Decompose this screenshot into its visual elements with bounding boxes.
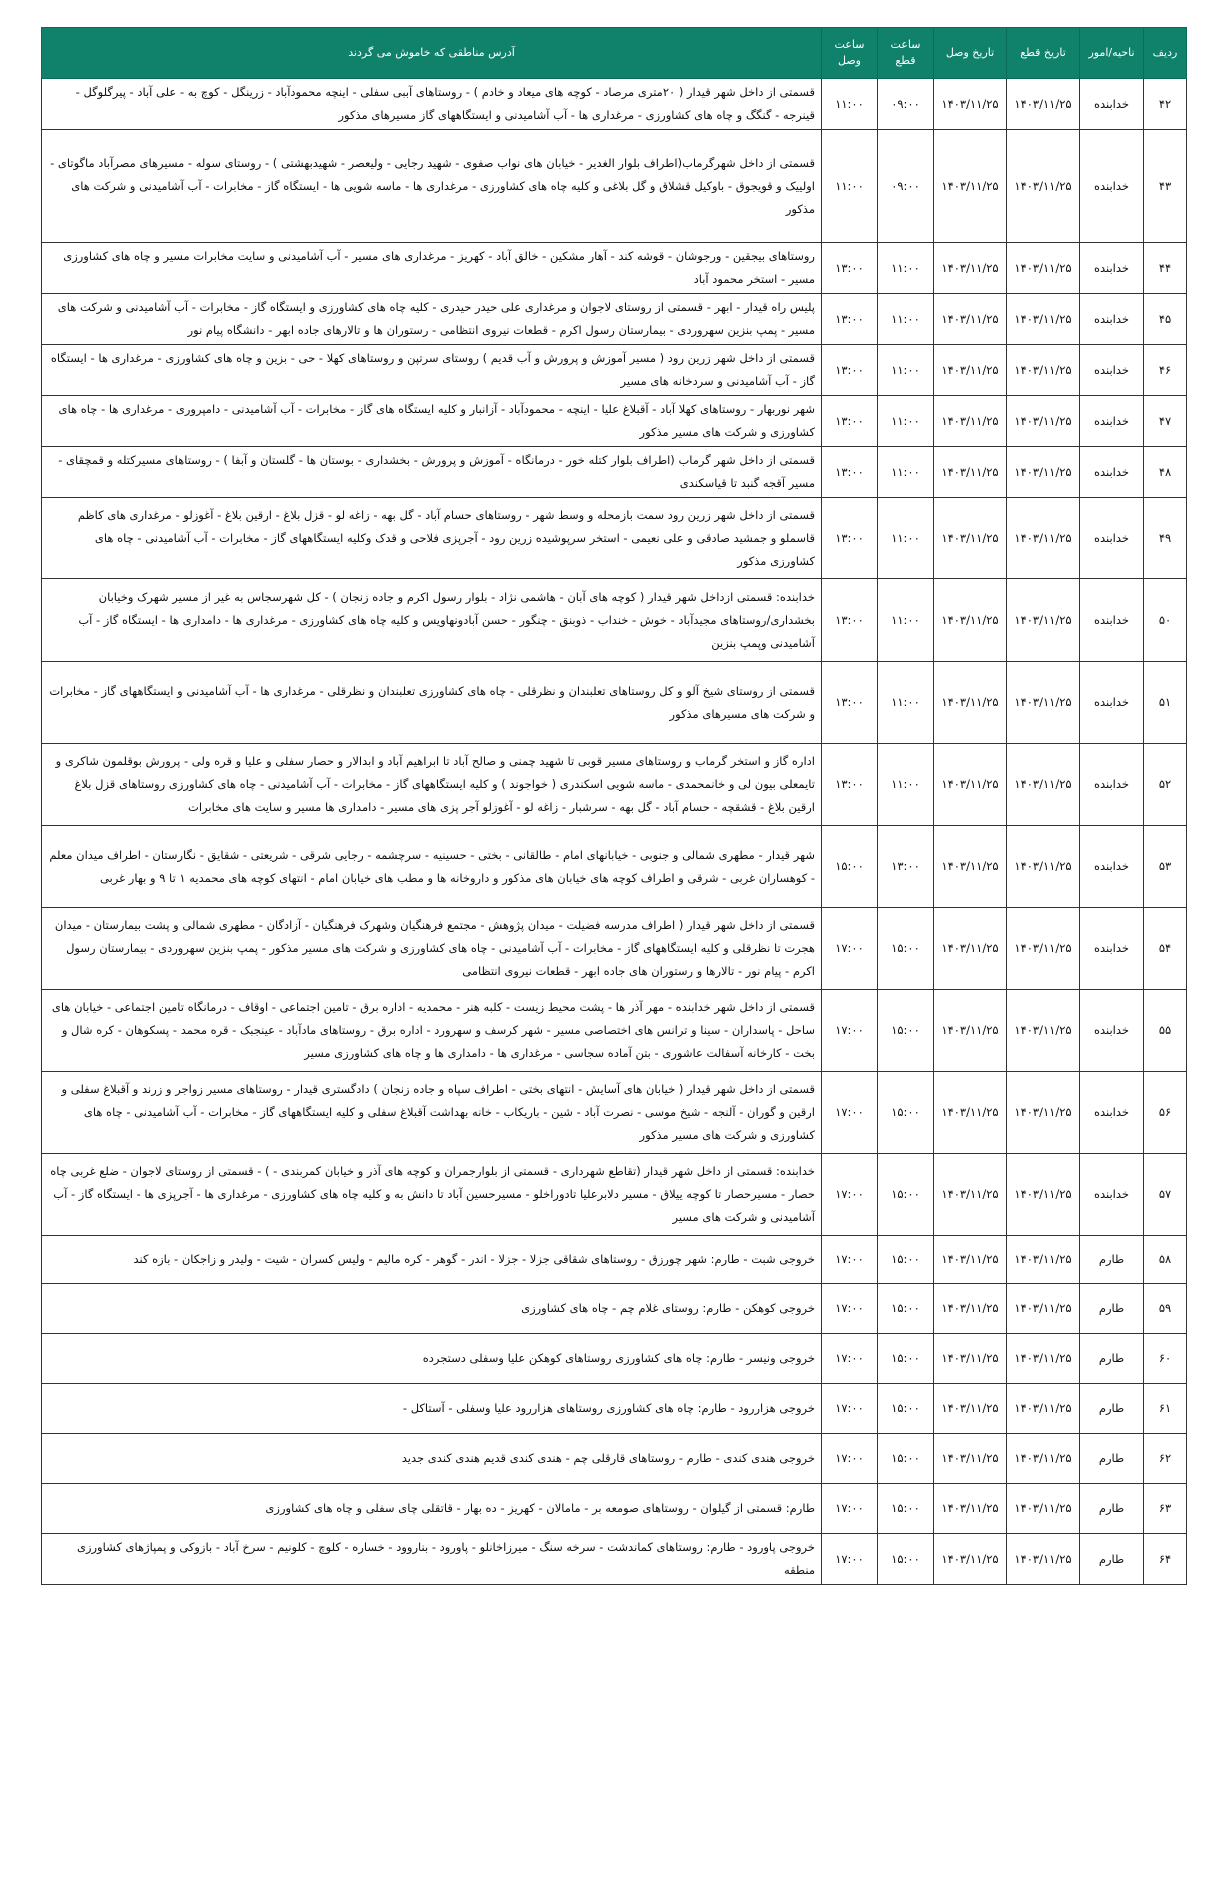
date-connect-cell: ۱۴۰۳/۱۱/۲۵ [934, 1072, 1007, 1154]
area-cell: خدابنده [1080, 396, 1144, 447]
time-connect-cell: ۱۵:۰۰ [822, 826, 878, 908]
row-number-cell: ۶۲ [1144, 1434, 1187, 1484]
table-row [42, 243, 1187, 294]
header-row-number: ردیف [1144, 28, 1187, 79]
date-cut-cell: ۱۴۰۳/۱۱/۲۵ [1007, 498, 1080, 579]
time-cut-cell: ۱۳:۰۰ [878, 826, 934, 908]
area-cell: خدابنده [1080, 345, 1144, 396]
area-cell: خدابنده [1080, 662, 1144, 744]
time-cut-cell: ۱۵:۰۰ [878, 1072, 934, 1154]
time-connect-cell: ۱۳:۰۰ [822, 243, 878, 294]
area-cell: خدابنده [1080, 130, 1144, 243]
date-cut-cell: ۱۴۰۳/۱۱/۲۵ [1007, 1236, 1080, 1284]
time-connect-cell: ۱۷:۰۰ [822, 1534, 878, 1585]
date-connect-cell: ۱۴۰۳/۱۱/۲۵ [934, 130, 1007, 243]
date-connect-cell: ۱۴۰۳/۱۱/۲۵ [934, 579, 1007, 662]
date-cut-cell: ۱۴۰۳/۱۱/۲۵ [1007, 79, 1080, 130]
row-number-cell: ۴۸ [1144, 447, 1187, 498]
date-cut-cell: ۱۴۰۳/۱۱/۲۵ [1007, 579, 1080, 662]
date-cut-cell: ۱۴۰۳/۱۱/۲۵ [1007, 990, 1080, 1072]
table-row [42, 345, 1187, 396]
time-connect-cell: ۱۳:۰۰ [822, 396, 878, 447]
time-cut-cell: ۰۹:۰۰ [878, 130, 934, 243]
time-cut-cell: ۱۵:۰۰ [878, 908, 934, 990]
address-cell: شهر نوربهار - روستاهای کهلا آباد - آقبلاغ علیا - اینچه - محمودآباد - آزانبار و کلیه ایستگاه های گاز - مخابرات - آب آشامیدنی - دامپروری - مرغداری ها - چاه های کشاورزی و شرکت های مسیر مذکور [42, 396, 822, 447]
table-row [42, 1434, 1187, 1484]
date-connect-cell: ۱۴۰۳/۱۱/۲۵ [934, 1384, 1007, 1434]
area-cell: خدابنده [1080, 243, 1144, 294]
date-cut-cell: ۱۴۰۳/۱۱/۲۵ [1007, 826, 1080, 908]
row-number-cell: ۵۶ [1144, 1072, 1187, 1154]
time-connect-cell: ۱۳:۰۰ [822, 662, 878, 744]
row-number-cell: ۵۷ [1144, 1154, 1187, 1236]
area-cell: خدابنده [1080, 79, 1144, 130]
date-cut-cell: ۱۴۰۳/۱۱/۲۵ [1007, 1334, 1080, 1384]
table-row [42, 294, 1187, 345]
area-cell: خدابنده [1080, 1072, 1144, 1154]
time-connect-cell: ۱۷:۰۰ [822, 1072, 878, 1154]
table-row [42, 826, 1187, 908]
date-cut-cell: ۱۴۰۳/۱۱/۲۵ [1007, 447, 1080, 498]
row-number-cell: ۴۴ [1144, 243, 1187, 294]
area-cell: خدابنده [1080, 1154, 1144, 1236]
row-number-cell: ۶۴ [1144, 1534, 1187, 1585]
date-cut-cell: ۱۴۰۳/۱۱/۲۵ [1007, 1072, 1080, 1154]
date-cut-cell: ۱۴۰۳/۱۱/۲۵ [1007, 243, 1080, 294]
time-cut-cell: ۱۵:۰۰ [878, 1434, 934, 1484]
time-cut-cell: ۱۱:۰۰ [878, 396, 934, 447]
date-cut-cell: ۱۴۰۳/۱۱/۲۵ [1007, 1484, 1080, 1534]
time-cut-cell: ۱۱:۰۰ [878, 447, 934, 498]
date-connect-cell: ۱۴۰۳/۱۱/۲۵ [934, 1534, 1007, 1585]
date-connect-cell: ۱۴۰۳/۱۱/۲۵ [934, 1284, 1007, 1334]
area-cell: خدابنده [1080, 498, 1144, 579]
date-connect-cell: ۱۴۰۳/۱۱/۲۵ [934, 345, 1007, 396]
table-row [42, 990, 1187, 1072]
time-connect-cell: ۱۷:۰۰ [822, 908, 878, 990]
row-number-cell: ۵۲ [1144, 744, 1187, 826]
address-cell: خدابنده: قسمتی ازداخل شهر قیدار ( کوچه های آبان - هاشمی نژاد - بلوار رسول اکرم و جاده زنجان ) - کل شهرسجاس به غیر از مسیر شهرک وخیابان بخشداری/روستاهای مجیدآباد - خوش - خنداب - ذوبنق - چنگور - حسن آبادونهاویس و کلیه چاه های کشاورزی - مرغداری ها - دامداری ها - ایستگاه گاز - آب آشامیدنی وپمپ بنزین [42, 579, 822, 662]
row-number-cell: ۴۵ [1144, 294, 1187, 345]
time-cut-cell: ۱۱:۰۰ [878, 579, 934, 662]
date-cut-cell: ۱۴۰۳/۱۱/۲۵ [1007, 294, 1080, 345]
area-cell: طارم [1080, 1384, 1144, 1434]
address-cell: قسمتی از داخل شهر خدابنده - مهر آذر ها - پشت محیط زیست - کلبه هنر - محمدیه - اداره برق - تامین اجتماعی - اوقاف - درمانگاه تامین اجتماعی - خیابان های ساحل - پاسداران - سینا و ترانس های اختصاصی مسیر - شهر کرسف و سهرورد - اداره برق - روستاهای مادآباد - عینجبک - قره محمد - پسکوهان - کره شال و بخت - کارخانه آسفالت عاشوری - بتن آماده سجاسی - مرغداری ها - دامداری ها و چاه های کشاورزی مسیر [42, 990, 822, 1072]
date-cut-cell: ۱۴۰۳/۱۱/۲۵ [1007, 1284, 1080, 1334]
area-cell: خدابنده [1080, 744, 1144, 826]
header-area: ناحیه/امور [1080, 28, 1144, 79]
time-cut-cell: ۱۱:۰۰ [878, 345, 934, 396]
date-connect-cell: ۱۴۰۳/۱۱/۲۵ [934, 1154, 1007, 1236]
date-cut-cell: ۱۴۰۳/۱۱/۲۵ [1007, 130, 1080, 243]
header-date-cut: تاریخ قطع [1007, 28, 1080, 79]
outage-schedule-table [41, 27, 1187, 1585]
address-cell: قسمتی از روستای شیخ آلو و کل روستاهای تعلبندان و نظرقلی - چاه های کشاورزی تعلبندان و نظرقلی - مرغداری ها - آب آشامیدنی و ایستگاههای گاز - مخابرات و شرکت های مسیرهای مذکور [42, 662, 822, 744]
area-cell: خدابنده [1080, 908, 1144, 990]
address-cell: طارم: قسمتی از گیلوان - روستاهای صومعه بر - مامالان - کهریز - ده بهار - قاتقلی چای سفلی و چاه های کشاورزی [42, 1484, 822, 1534]
time-connect-cell: ۱۷:۰۰ [822, 1236, 878, 1284]
time-cut-cell: ۱۵:۰۰ [878, 1484, 934, 1534]
time-connect-cell: ۱۷:۰۰ [822, 1484, 878, 1534]
date-cut-cell: ۱۴۰۳/۱۱/۲۵ [1007, 1154, 1080, 1236]
row-number-cell: ۶۰ [1144, 1334, 1187, 1384]
area-cell: طارم [1080, 1284, 1144, 1334]
table-row [42, 662, 1187, 744]
header-time-cut: ساعت قطع [878, 28, 934, 79]
address-cell: خروجی ونیسر - طارم: چاه های کشاورزی روستاهای کوهکن علیا وسفلی دستجرده [42, 1334, 822, 1384]
table-row [42, 447, 1187, 498]
address-cell: روستاهای بیجقین - ورجوشان - قوشه کند - آهار مشکین - خالق آباد - کهریز - مرغداری های مسیر - آب آشامیدنی و سایت مخابرات مسیر و چاه های کشاورزی مسیر - استخر محمود آباد [42, 243, 822, 294]
address-cell: قسمتی از داخل شهر گرماب (اطراف بلوار کتله خور - درمانگاه - آموزش و پرورش - بخشداری - بوستان ها - گلستان و آبفا ) - روستاهای مسیرکتله و قمچقای - مسیر آقجه گنبد تا قیاسکندی [42, 447, 822, 498]
row-number-cell: ۴۶ [1144, 345, 1187, 396]
address-cell: خروجی هندی کندی - طارم - روستاهای قارقلی چم - هندی کندی قدیم هندی کندی جدید [42, 1434, 822, 1484]
row-number-cell: ۴۲ [1144, 79, 1187, 130]
table-row [42, 498, 1187, 579]
row-number-cell: ۴۹ [1144, 498, 1187, 579]
date-connect-cell: ۱۴۰۳/۱۱/۲۵ [934, 1334, 1007, 1384]
time-connect-cell: ۱۱:۰۰ [822, 79, 878, 130]
row-number-cell: ۵۱ [1144, 662, 1187, 744]
time-connect-cell: ۱۷:۰۰ [822, 1284, 878, 1334]
address-cell: خروجی کوهکن - طارم: روستای غلام چم - چاه های کشاورزی [42, 1284, 822, 1334]
date-connect-cell: ۱۴۰۳/۱۱/۲۵ [934, 908, 1007, 990]
header-address: آدرس مناطقی که خاموش می گردند [42, 28, 822, 79]
row-number-cell: ۵۸ [1144, 1236, 1187, 1284]
time-connect-cell: ۱۷:۰۰ [822, 990, 878, 1072]
date-cut-cell: ۱۴۰۳/۱۱/۲۵ [1007, 1434, 1080, 1484]
time-connect-cell: ۱۷:۰۰ [822, 1434, 878, 1484]
address-cell: خدابنده: قسمتی از داخل شهر قیدار (تقاطع شهرداری - قسمتی از بلوارجمران و کوچه های آذر و خیابان کمربندی - ) - قسمتی از روستای لاجوان - ضلع غربی چاه حصار - مسیرحصار تا کوچه ییلاق - مسیر دلابرعلیا تادوراخلو - مسیرحسین آباد تا دانش به و کلیه چاه های کشاورزی - مرغداری ها - آجرپزی ها - ایستگاه گاز - آب آشامیدنی و شرکت های مسیر [42, 1154, 822, 1236]
date-connect-cell: ۱۴۰۳/۱۱/۲۵ [934, 826, 1007, 908]
table-row [42, 396, 1187, 447]
date-connect-cell: ۱۴۰۳/۱۱/۲۵ [934, 662, 1007, 744]
date-cut-cell: ۱۴۰۳/۱۱/۲۵ [1007, 1534, 1080, 1585]
address-cell: قسمتی از داخل شهر زرین رود سمت بازمحله و وسط شهر - روستاهای حسام آباد - گل بهه - زاغه لو - قزل بلاغ - ارقین بلاغ - آغوزلو - مرغداری های کاظم قاسملو و جمشید صادقی و علی نعیمی - استخر سرپوشیده زرین رود - آجرپزی فلاحی و قدک وکلیه ایستگاههای گاز - مخابرات - آب آشامیدنی - چاه های کشاورزی مذکور [42, 498, 822, 579]
time-connect-cell: ۱۳:۰۰ [822, 744, 878, 826]
area-cell: طارم [1080, 1534, 1144, 1585]
area-cell: طارم [1080, 1484, 1144, 1534]
date-cut-cell: ۱۴۰۳/۱۱/۲۵ [1007, 1384, 1080, 1434]
time-cut-cell: ۱۵:۰۰ [878, 990, 934, 1072]
time-connect-cell: ۱۷:۰۰ [822, 1384, 878, 1434]
row-number-cell: ۴۳ [1144, 130, 1187, 243]
time-cut-cell: ۱۱:۰۰ [878, 243, 934, 294]
table-row [42, 130, 1187, 243]
date-cut-cell: ۱۴۰۳/۱۱/۲۵ [1007, 662, 1080, 744]
table-row [42, 579, 1187, 662]
area-cell: طارم [1080, 1434, 1144, 1484]
date-cut-cell: ۱۴۰۳/۱۱/۲۵ [1007, 345, 1080, 396]
header-date-connect: تاریخ وصل [934, 28, 1007, 79]
time-cut-cell: ۱۵:۰۰ [878, 1534, 934, 1585]
date-connect-cell: ۱۴۰۳/۱۱/۲۵ [934, 243, 1007, 294]
date-cut-cell: ۱۴۰۳/۱۱/۲۵ [1007, 744, 1080, 826]
row-number-cell: ۵۰ [1144, 579, 1187, 662]
area-cell: خدابنده [1080, 579, 1144, 662]
table-row [42, 1334, 1187, 1384]
address-cell: قسمتی از داخل شهر قیدار ( اطراف مدرسه فضیلت - میدان پژوهش - مجتمع فرهنگیان وشهرک فرهنگیان - آزادگان - مطهری شمالی و پشت بیمارستان - میدان هجرت تا نظرقلی و کلیه ایستگاههای گاز - مخابرات - آب آشامیدنی - چاه های کشاورزی و شرکت های مسیر مذکور - پمپ بنزین سهروردی - بیمارستان رسول اکرم - پیام نور - تالارها و رستوران های جاده ابهر - قطعات نیروی انتظامی [42, 908, 822, 990]
date-connect-cell: ۱۴۰۳/۱۱/۲۵ [934, 447, 1007, 498]
address-cell: قسمتی از داخل شهر زرین رود ( مسیر آموزش و پرورش و آب قدیم ) روستای سرتپن و روستاهای کهلا - حی - بزین و چاه های کشاورزی - مرغداری ها - ایستگاه گاز - آب آشامیدنی و سردخانه های مسیر [42, 345, 822, 396]
date-connect-cell: ۱۴۰۳/۱۱/۲۵ [934, 1484, 1007, 1534]
table-row [42, 1534, 1187, 1585]
row-number-cell: ۴۷ [1144, 396, 1187, 447]
time-cut-cell: ۰۹:۰۰ [878, 79, 934, 130]
table-header-row [42, 28, 1187, 79]
row-number-cell: ۵۵ [1144, 990, 1187, 1072]
area-cell: طارم [1080, 1236, 1144, 1284]
area-cell: خدابنده [1080, 826, 1144, 908]
row-number-cell: ۵۳ [1144, 826, 1187, 908]
time-cut-cell: ۱۱:۰۰ [878, 662, 934, 744]
table-row [42, 744, 1187, 826]
date-connect-cell: ۱۴۰۳/۱۱/۲۵ [934, 79, 1007, 130]
address-cell: شهر قیدار - مطهری شمالی و جنوبی - خیابانهای امام - طالقانی - بختی - حسینیه - سرچشمه - رجایی شرقی - شریعتی - شقایق - نگارستان - اطراف میدان معلم - کوهساران غربی - شرقی و اطراف کوچه های خیابان های مذکور و داروخانه ها و مطب های خیابان امام - انتهای کوچه های محمدیه ۱ تا ۹ و بهار غربی [42, 826, 822, 908]
time-connect-cell: ۱۳:۰۰ [822, 498, 878, 579]
address-cell: قسمتی از داخل شهر قیدار ( خیابان های آسایش - انتهای بختی - اطراف سپاه و جاده زنجان ) دادگستری قیدار - روستاهای مسیر زواجر و زرند و آقبلاغ سفلی و ارقین و گوران - آلنجه - شیخ موسی - نصرت آباد - شین - باریکاب - خانه بهداشت آقبلاغ سفلی و کلیه ایستگاههای گاز - مخابرات - آب آشامیدنی - چاه های کشاورزی و شرکت های مسیر مذکور [42, 1072, 822, 1154]
date-connect-cell: ۱۴۰۳/۱۱/۲۵ [934, 1236, 1007, 1284]
date-connect-cell: ۱۴۰۳/۱۱/۲۵ [934, 498, 1007, 579]
time-connect-cell: ۱۷:۰۰ [822, 1334, 878, 1384]
time-cut-cell: ۱۵:۰۰ [878, 1236, 934, 1284]
address-cell: پلیس راه قیدار - ابهر - قسمتی از روستای لاجوان و مرغداری علی حیدر حیدری - کلیه چاه های کشاورزی و ایستگاه گاز - مخابرات - آب آشامیدنی و شرکت های مسیر - پمپ بنزین سهروردی - بیمارستان رسول اکرم - قطعات نیروی انتظامی - رستوران ها و تالارهای جاده ابهر - دانشگاه پیام نور [42, 294, 822, 345]
time-cut-cell: ۱۵:۰۰ [878, 1284, 934, 1334]
area-cell: طارم [1080, 1334, 1144, 1384]
time-connect-cell: ۱۳:۰۰ [822, 447, 878, 498]
address-cell: قسمتی از داخل شهرگرماب(اطراف بلوار الغدیر - خیابان های نواب صفوی - شهید رجایی - ولیعصر - شهیدبهشتی ) - روستای سوله - مسیرهای مصرآباد ماگوتای - اولییک و قویجوق - باوکیل قشلاق و گل بلاغی و کلیه چاه های کشاورزی - مرغداری ها - ماسه شویی ها - ایستگاه گاز - مخابرات - آب آشامیدنی و شرکت های مذکور [42, 130, 822, 243]
area-cell: خدابنده [1080, 447, 1144, 498]
table-row [42, 1154, 1187, 1236]
date-connect-cell: ۱۴۰۳/۱۱/۲۵ [934, 294, 1007, 345]
time-cut-cell: ۱۵:۰۰ [878, 1334, 934, 1384]
time-connect-cell: ۱۱:۰۰ [822, 130, 878, 243]
address-cell: خروجی پاورود - طارم: روستاهای کماندشت - سرخه سنگ - میرزاخانلو - پاورود - بناروود - خساره - کلوچ - کلونیم - سرخ آباد - بازوکی و پمپاژهای کشاورزی منطقه [42, 1534, 822, 1585]
table-row [42, 1072, 1187, 1154]
time-connect-cell: ۱۷:۰۰ [822, 1154, 878, 1236]
time-cut-cell: ۱۱:۰۰ [878, 294, 934, 345]
header-time-connect: ساعت وصل [822, 28, 878, 79]
row-number-cell: ۵۹ [1144, 1284, 1187, 1334]
table-row [42, 1236, 1187, 1284]
table-row [42, 79, 1187, 130]
table-row [42, 908, 1187, 990]
time-cut-cell: ۱۱:۰۰ [878, 744, 934, 826]
address-cell: قسمتی از داخل شهر قیدار ( ۲۰متری مرصاد - کوچه های میعاد و خادم ) - روستاهای آببی سفلی - اینچه محمودآباد - زرینگل - کوچ به - علی آباد - پیرگلوگل - قینرجه - گنگگ و چاه های کشاورزی - مرغداری ها - آب آشامیدنی و ایستگاههای گاز مسیرهای مذکور [42, 79, 822, 130]
area-cell: خدابنده [1080, 294, 1144, 345]
address-cell: خروجی هزاررود - طارم: چاه های کشاورزی روستاهای هزاررود علیا وسفلی - آستاکل - [42, 1384, 822, 1434]
time-connect-cell: ۱۳:۰۰ [822, 579, 878, 662]
time-cut-cell: ۱۵:۰۰ [878, 1154, 934, 1236]
date-connect-cell: ۱۴۰۳/۱۱/۲۵ [934, 1434, 1007, 1484]
date-connect-cell: ۱۴۰۳/۱۱/۲۵ [934, 744, 1007, 826]
date-connect-cell: ۱۴۰۳/۱۱/۲۵ [934, 396, 1007, 447]
address-cell: خروجی شبت - طارم: شهر چورزق - روستاهای شقاقی جزلا - جزلا - اندر - گوهر - کره مالیم - ولیس کسران - شیت - ولیدر و زاجکان - بازه کند [42, 1236, 822, 1284]
date-cut-cell: ۱۴۰۳/۱۱/۲۵ [1007, 908, 1080, 990]
time-connect-cell: ۱۳:۰۰ [822, 345, 878, 396]
time-connect-cell: ۱۳:۰۰ [822, 294, 878, 345]
table-row [42, 1384, 1187, 1434]
time-cut-cell: ۱۵:۰۰ [878, 1384, 934, 1434]
table-row [42, 1284, 1187, 1334]
time-cut-cell: ۱۱:۰۰ [878, 498, 934, 579]
row-number-cell: ۶۳ [1144, 1484, 1187, 1534]
area-cell: خدابنده [1080, 990, 1144, 1072]
address-cell: اداره گاز و استخر گرماب و روستاهای مسیر قوبی تا شهید چمنی و صالح آباد تا ابراهیم آباد و ابدالار و حصار سفلی و علیا و قره ولی - پرورش بوقلمون شاکری و تایمعلی بیون لی و خانمحمدی - ماسه شویی اسکندری ( خواجوند ) و کلیه ایستگاههای گاز - مخابرات - آب آشامیدنی - چاه های کشاورزی روستاهای قزل بلاغ ارقین بلاغ - قشقچه - حسام آباد - گل بهه - سرشبار - زاغه لو - آغوزلو آجر پزی های مسیر - دامداری ها مسیر و سایت های مخابرات [42, 744, 822, 826]
table-row [42, 1484, 1187, 1534]
row-number-cell: ۶۱ [1144, 1384, 1187, 1434]
date-connect-cell: ۱۴۰۳/۱۱/۲۵ [934, 990, 1007, 1072]
date-cut-cell: ۱۴۰۳/۱۱/۲۵ [1007, 396, 1080, 447]
row-number-cell: ۵۴ [1144, 908, 1187, 990]
